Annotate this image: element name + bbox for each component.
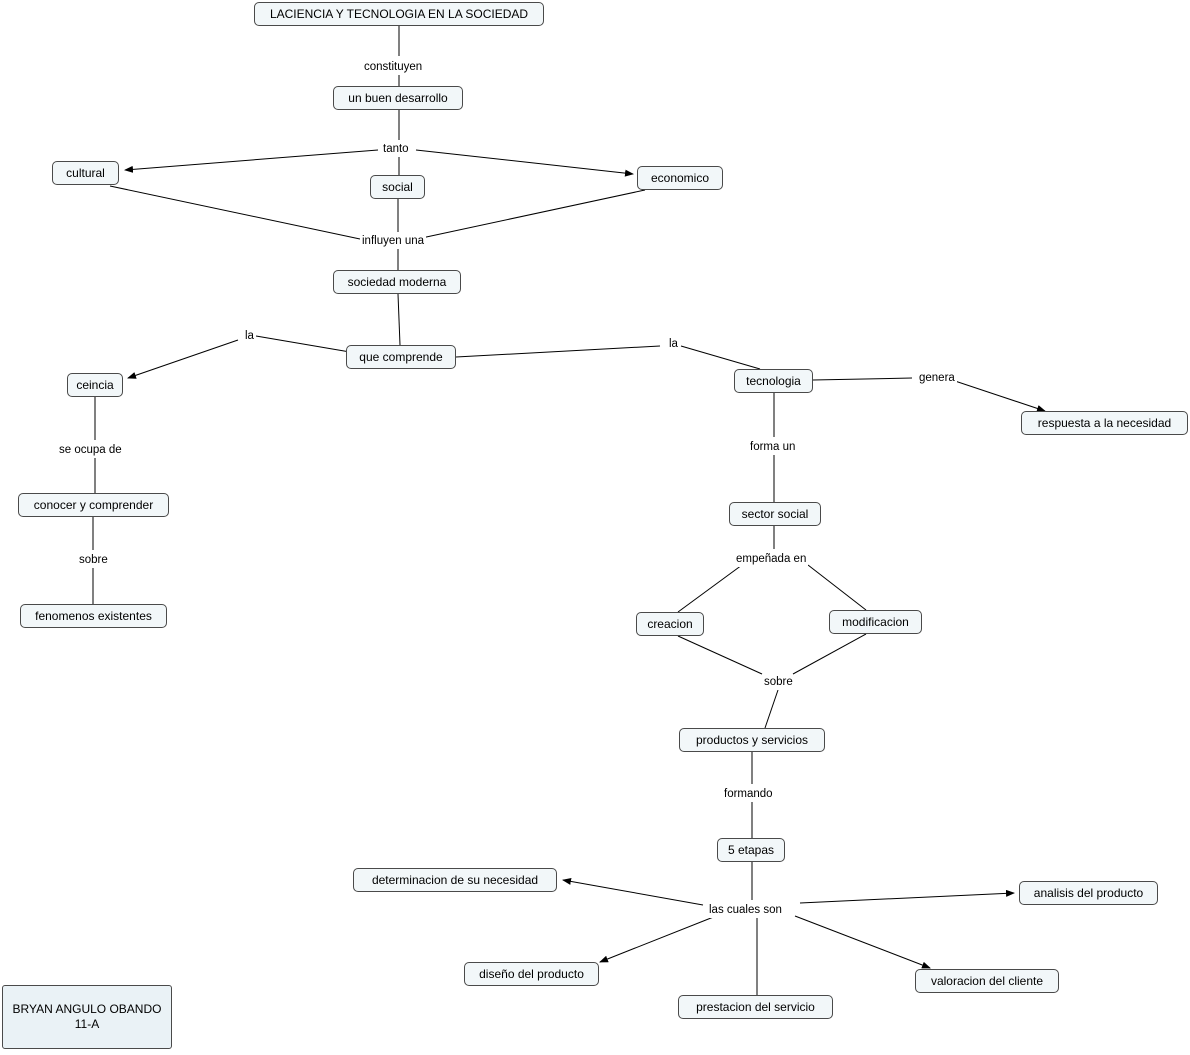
edge-n6-l4 bbox=[456, 346, 660, 357]
concept-node[interactable]: que comprende bbox=[346, 345, 456, 369]
link-label: sobre bbox=[764, 676, 793, 688]
edge-l10-n15 bbox=[765, 690, 778, 728]
link-label: la bbox=[669, 338, 678, 350]
edge-n13-l10 bbox=[678, 636, 762, 674]
edge-paths bbox=[93, 26, 1045, 995]
edge-n2-l2 bbox=[110, 186, 360, 239]
concept-node[interactable]: prestacion del servicio bbox=[678, 995, 833, 1019]
concept-node[interactable]: diseño del producto bbox=[464, 962, 599, 986]
concept-node[interactable]: cultural bbox=[52, 161, 119, 185]
edge-n14-l10 bbox=[793, 634, 866, 674]
link-label: la bbox=[245, 330, 254, 342]
concept-node[interactable]: sociedad moderna bbox=[333, 270, 461, 294]
edge-l12-n17 bbox=[563, 880, 703, 905]
concept-node[interactable]: social bbox=[370, 175, 425, 199]
link-label: genera bbox=[919, 372, 955, 384]
link-label: influyen una bbox=[362, 235, 425, 247]
concept-node[interactable]: economico bbox=[637, 166, 723, 190]
concept-node[interactable]: analisis del producto bbox=[1019, 881, 1158, 905]
edge-l4-n8 bbox=[681, 346, 760, 369]
edge-n4-l2 bbox=[417, 190, 645, 239]
edge-n6-l3 bbox=[256, 336, 350, 352]
concept-node[interactable]: 5 etapas bbox=[717, 838, 785, 862]
concept-node[interactable]: LACIENCIA Y TECNOLOGIA EN LA SOCIEDAD bbox=[254, 2, 544, 26]
author-name: BRYAN ANGULO OBANDO bbox=[12, 1002, 162, 1016]
concept-node[interactable]: conocer y comprender bbox=[18, 493, 169, 517]
edge-n5-n6 bbox=[398, 294, 400, 345]
edge-l5-n9 bbox=[955, 381, 1045, 411]
link-label: se ocupa de bbox=[59, 444, 122, 456]
edge-l1-n2 bbox=[125, 150, 378, 170]
concept-node[interactable]: modificacion bbox=[829, 610, 922, 634]
edge-l1-n4 bbox=[416, 150, 633, 174]
link-label: constituyen bbox=[364, 61, 423, 73]
edge-l9-n13 bbox=[678, 565, 742, 612]
link-label: las cuales son bbox=[709, 904, 782, 916]
link-label: tanto bbox=[383, 143, 409, 155]
concept-node[interactable]: determinacion de su necesidad bbox=[353, 868, 557, 892]
link-label: sobre bbox=[79, 554, 108, 566]
concept-node[interactable]: un buen desarrollo bbox=[333, 86, 463, 110]
concept-node[interactable]: respuesta a la necesidad bbox=[1021, 411, 1188, 435]
edge-l12-n20 bbox=[795, 916, 930, 968]
edge-n8-l5 bbox=[813, 378, 912, 380]
concept-node[interactable]: ceincia bbox=[67, 373, 123, 397]
concept-node[interactable]: tecnologia bbox=[734, 369, 813, 393]
concept-node[interactable]: productos y servicios bbox=[679, 728, 825, 752]
edge-l12-n19 bbox=[600, 916, 716, 962]
link-label: empeñada en bbox=[736, 553, 807, 565]
author-box bbox=[2, 985, 172, 1049]
concept-node[interactable]: fenomenos existentes bbox=[20, 604, 167, 628]
concept-node[interactable]: sector social bbox=[729, 502, 821, 526]
edge-l9-n14 bbox=[808, 565, 866, 610]
concept-node[interactable]: creacion bbox=[636, 612, 704, 636]
link-label: formando bbox=[724, 788, 773, 800]
edge-l3-n7 bbox=[128, 340, 238, 378]
link-label: forma un bbox=[750, 441, 796, 453]
concept-node[interactable]: valoracion del cliente bbox=[915, 969, 1059, 993]
author-group: 11-A bbox=[74, 1017, 100, 1031]
edge-l12-n18 bbox=[800, 893, 1014, 903]
